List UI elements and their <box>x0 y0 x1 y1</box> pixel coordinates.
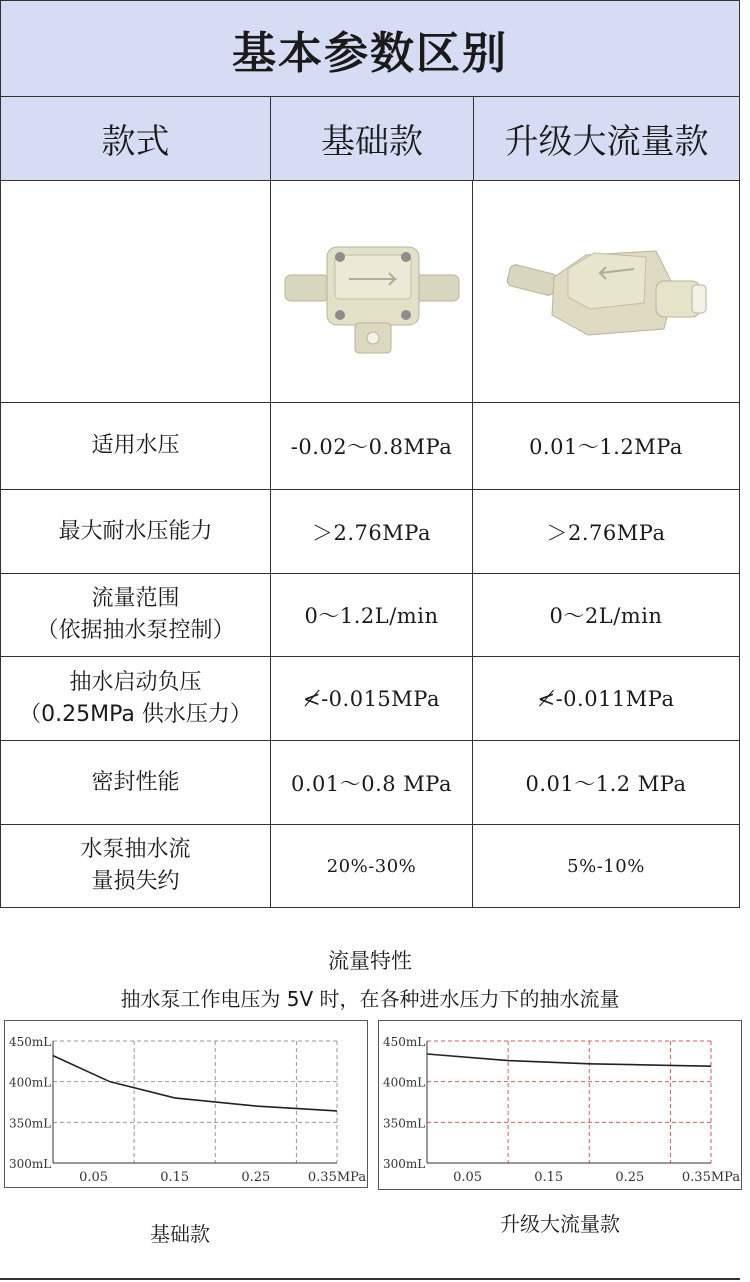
basic-value: ＞2.76MPa <box>312 520 431 545</box>
bottom-divider <box>0 1278 740 1280</box>
header-style: 款式 <box>0 97 271 181</box>
x-tick-label: 0.25 <box>615 1170 645 1185</box>
upgrade-flow-chart-frame <box>378 1020 742 1190</box>
basic-value: 20%-30% <box>326 855 417 877</box>
basic-chart-caption: 基础款 <box>150 1222 210 1246</box>
table-row <box>0 741 740 825</box>
y-tick-label: 300mL <box>9 1157 52 1171</box>
x-tick-label: 0.35MPa <box>307 1170 367 1185</box>
y-tick-label: 450mL <box>383 1035 426 1049</box>
upgrade-chart-caption: 升级大流量款 <box>500 1212 620 1236</box>
x-tick-label: 0.25 <box>241 1170 271 1185</box>
row-label: 密封性能 <box>91 769 180 795</box>
x-tick-label: 0.15 <box>534 1170 564 1185</box>
basic-flow-chart <box>5 1021 367 1187</box>
row-label: 抽水启动负压 <box>69 669 202 695</box>
row-label: 水泵抽水流 <box>80 837 191 862</box>
x-tick-label: 0.35MPa <box>681 1170 741 1185</box>
basic-value: 0.01～0.8 MPa <box>290 771 453 796</box>
table-row <box>0 403 740 490</box>
x-tick-label: 0.15 <box>160 1170 190 1185</box>
upgrade-value: ＞2.76MPa <box>546 520 666 545</box>
flow-section-title: 流量特性 <box>328 949 412 973</box>
basic-value: -0.02～0.8MPa <box>290 435 453 459</box>
header-basic: 基础款 <box>270 97 474 181</box>
basic-value: ≮-0.015MPa <box>302 686 441 711</box>
flow-curve <box>427 1054 711 1066</box>
flow-curve <box>53 1056 337 1111</box>
row-label: 适用水压 <box>91 433 180 458</box>
upgrade-value: 0.01～1.2 MPa <box>525 771 687 796</box>
upgrade-value: ≮-0.011MPa <box>537 686 675 711</box>
y-tick-label: 450mL <box>9 1035 52 1049</box>
flow-section-subtitle: 抽水泵工作电压为 5V 时，在各种进水压力下的抽水流量 <box>120 987 620 1011</box>
upgrade-value: 0.01～1.2MPa <box>529 435 683 459</box>
upgrade-flow-sensor-picture <box>496 217 716 367</box>
x-tick-label: 0.05 <box>453 1170 483 1185</box>
y-tick-label: 400mL <box>9 1075 52 1090</box>
basic-product-image <box>271 181 473 403</box>
row-label-note: （0.25MPa 供水压力） <box>19 701 252 727</box>
y-tick-label: 400mL <box>383 1075 426 1090</box>
upgrade-flow-chart <box>379 1021 741 1189</box>
basic-value: 0～1.2L/min <box>304 604 439 628</box>
upgrade-value: 5%-10% <box>567 855 645 877</box>
y-tick-label: 350mL <box>383 1116 426 1131</box>
y-tick-label: 300mL <box>383 1157 426 1171</box>
table-row <box>0 825 740 908</box>
row-label: 流量范围 <box>91 586 180 611</box>
row-label-cont: 量损失约 <box>91 869 180 894</box>
table-row <box>0 657 740 741</box>
header-upgrade: 升级大流量款 <box>473 97 740 181</box>
upgrade-product-image <box>473 181 740 403</box>
row-label-note: （依据抽水泵控制） <box>36 618 235 643</box>
product-image-row <box>0 181 740 403</box>
image-row-empty-cell <box>0 181 271 403</box>
table-row <box>0 490 740 574</box>
table-row <box>0 574 740 657</box>
basic-flow-sensor-picture <box>277 217 467 367</box>
basic-flow-chart-frame <box>4 1020 368 1188</box>
table-title: 基本参数区别 <box>0 0 740 97</box>
upgrade-value: 0～2L/min <box>549 604 663 628</box>
y-tick-label: 350mL <box>9 1116 52 1131</box>
row-label: 最大耐水压能力 <box>58 518 213 544</box>
x-tick-label: 0.05 <box>79 1170 109 1185</box>
